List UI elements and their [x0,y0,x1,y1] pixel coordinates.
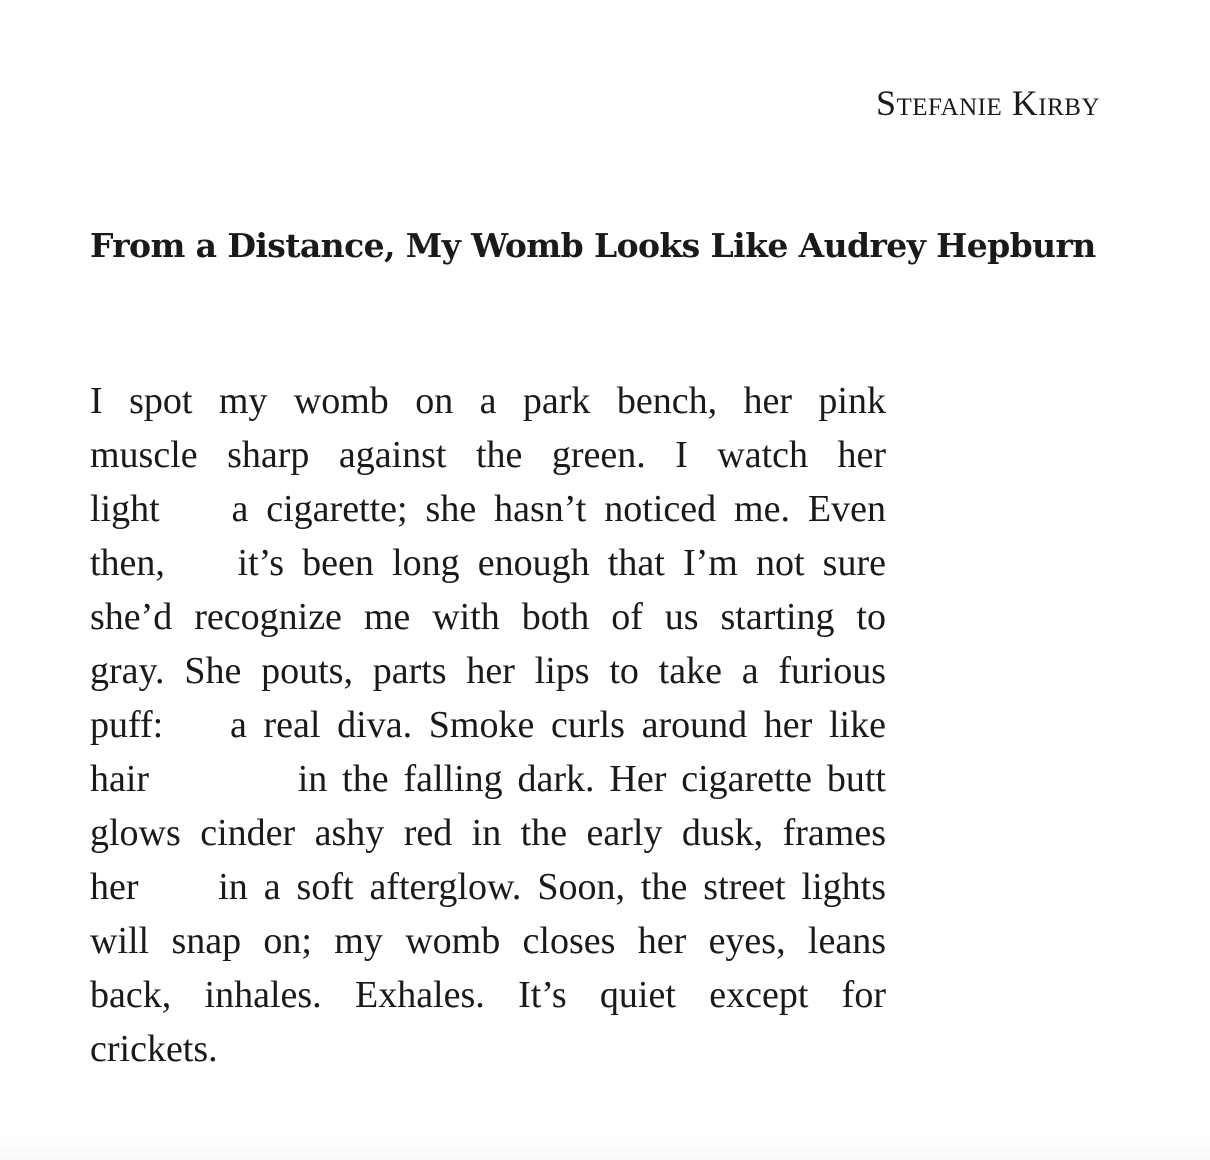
poem-line: she’d recognize me with both of us starting to [90,596,886,638]
poem-title: From a Distance, My Womb Looks Like Audrey Hepburn [90,226,1096,265]
poem-line: light a cigarette; she hasn’t noticed me. Even [90,488,886,530]
poem-line: hair in the falling dark. Her cigarette butt [90,758,886,800]
author-name: Stefanie Kirby [875,83,1100,123]
poem-line: will snap on; my womb closes her eyes, leans [90,920,886,962]
poem-line: muscle sharp against the green. I watch her [90,434,886,476]
poem-line: then, it’s been long enough that I’m not sure [90,542,886,584]
poem-line: her in a soft afterglow. Soon, the street lights [90,866,886,908]
poem-body [90,374,886,1076]
poem-line: glows cinder ashy red in the early dusk, frames [90,812,886,854]
poem-line: puff: a real diva. Smoke curls around her like [90,704,886,746]
page-bottom-edge [0,1138,1210,1160]
poem-line: back, inhales. Exhales. It’s quiet except for [90,974,886,1016]
poem-line: gray. She pouts, parts her lips to take a furious [90,650,886,692]
poem-line-last: crickets. [90,1028,218,1070]
poem-line: I spot my womb on a park bench, her pink [90,380,886,422]
